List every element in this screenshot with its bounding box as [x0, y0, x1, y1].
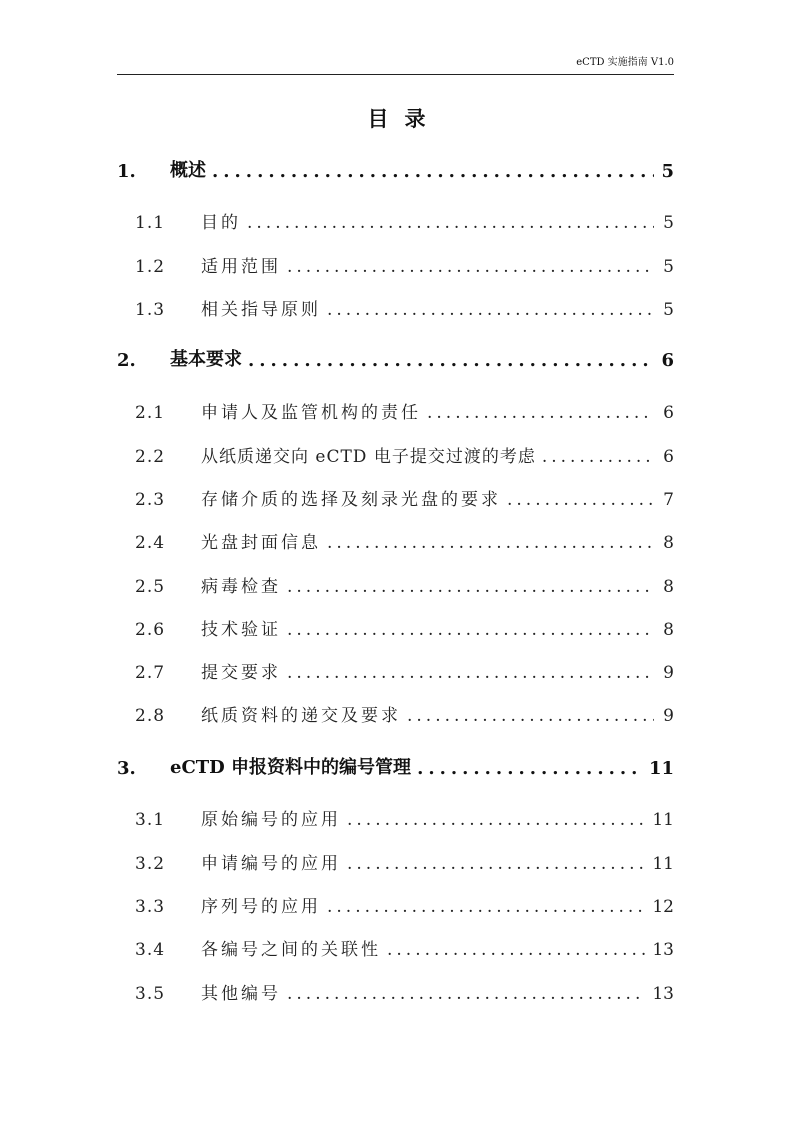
toc-label: 提交要求 [201, 663, 281, 683]
toc-page: 6 [661, 350, 674, 371]
toc-entry-2-1[interactable] [117, 395, 674, 423]
toc-page: 9 [663, 706, 674, 726]
toc-page: 6 [663, 447, 674, 467]
toc-leader [417, 758, 643, 779]
toc-leader [247, 213, 654, 233]
toc-leader [542, 447, 654, 467]
toc-number: 1.1 [135, 213, 166, 233]
toc-entry-2-6[interactable] [117, 612, 674, 640]
toc-number: 2.1 [135, 403, 166, 423]
toc-leader [287, 257, 654, 277]
toc-entry-3-5[interactable] [117, 976, 674, 1004]
toc-entry-2-5[interactable] [117, 569, 674, 597]
toc-number: 2. [117, 350, 136, 371]
toc-page: 11 [652, 810, 674, 830]
header-text: eCTD 实施指南 V1.0 [576, 57, 674, 68]
toc-number: 3.2 [135, 854, 166, 874]
toc-title: 目录 [367, 106, 442, 131]
toc-number: 1. [117, 161, 136, 182]
toc-entry-1[interactable] [117, 154, 674, 182]
running-header [117, 56, 674, 75]
toc-entry-2-7[interactable] [117, 655, 674, 683]
toc-leader [287, 620, 654, 640]
toc-entry-2[interactable] [117, 343, 674, 371]
toc-leader [287, 663, 654, 683]
toc-page: 8 [663, 620, 674, 640]
toc-number: 2.6 [135, 620, 166, 640]
toc-leader [387, 940, 646, 960]
toc-label: 光盘封面信息 [201, 533, 321, 553]
toc-label: 基本要求 [170, 349, 242, 370]
toc-page: 11 [652, 854, 674, 874]
toc-page: 9 [663, 663, 674, 683]
toc-label: 各编号之间的关联性 [201, 940, 381, 960]
toc-page: 12 [652, 897, 674, 917]
toc-page: 13 [652, 940, 674, 960]
toc-number: 3.5 [135, 984, 166, 1004]
toc-label: 病毒检查 [201, 577, 281, 597]
toc-entry-2-8[interactable] [117, 698, 674, 726]
toc-entry-1-3[interactable] [117, 292, 674, 320]
toc-number: 2.7 [135, 663, 166, 683]
toc-label: 存储介质的选择及刻录光盘的要求 [201, 490, 501, 510]
toc-number: 3. [117, 758, 136, 779]
toc-leader [327, 533, 654, 553]
toc-number: 2.4 [135, 533, 166, 553]
toc-entry-2-4[interactable] [117, 525, 674, 553]
toc-page: 5 [663, 257, 674, 277]
toc-leader [347, 810, 646, 830]
toc-page: 8 [663, 577, 674, 597]
toc-page: 8 [663, 533, 674, 553]
toc-leader [427, 403, 654, 423]
toc-number: 1.3 [135, 300, 166, 320]
toc-number: 2.8 [135, 706, 166, 726]
toc-entry-2-2[interactable] [117, 439, 674, 467]
toc-page: 5 [661, 161, 674, 182]
toc-leader [327, 300, 654, 320]
toc-entry-3-4[interactable] [117, 932, 674, 960]
toc-number: 3.1 [135, 810, 166, 830]
toc-page: 11 [648, 758, 674, 779]
toc-number: 3.4 [135, 940, 166, 960]
toc-leader [287, 984, 646, 1004]
toc-label: 概述 [170, 160, 206, 181]
toc-leader [327, 897, 646, 917]
toc-entry-3-2[interactable] [117, 846, 674, 874]
toc-label: 原始编号的应用 [201, 810, 341, 830]
toc-leader [248, 350, 654, 371]
toc-label: 申请编号的应用 [201, 854, 341, 874]
toc-label: 目的 [201, 213, 241, 233]
toc-page: 7 [663, 490, 674, 510]
toc-page: 13 [652, 984, 674, 1004]
toc-leader [212, 161, 654, 182]
toc-label: 纸质资料的递交及要求 [201, 706, 401, 726]
toc-page: 6 [663, 403, 674, 423]
toc-label: eCTD 申报资料中的编号管理 [170, 757, 412, 778]
toc-label: 适用范围 [201, 257, 281, 277]
toc-number: 1.2 [135, 257, 166, 277]
toc-leader [407, 706, 654, 726]
toc-label: 申请人及监管机构的责任 [201, 403, 421, 423]
toc-label: 从纸质递交向 eCTD 电子提交过渡的考虑 [201, 447, 536, 467]
toc-label: 序列号的应用 [201, 897, 321, 917]
toc-number: 2.2 [135, 447, 166, 467]
toc-number: 2.3 [135, 490, 166, 510]
toc-leader [347, 854, 646, 874]
toc-label: 技术验证 [201, 620, 281, 640]
toc-label: 其他编号 [201, 984, 281, 1004]
toc-entry-1-2[interactable] [117, 249, 674, 277]
toc-page: 5 [663, 213, 674, 233]
toc-label: 相关指导原则 [201, 300, 321, 320]
toc-entry-3-1[interactable] [117, 802, 674, 830]
toc-page: 5 [663, 300, 674, 320]
toc-number: 3.3 [135, 897, 166, 917]
toc-entry-3[interactable] [117, 751, 674, 779]
toc-entry-1-1[interactable] [117, 205, 674, 233]
toc-leader [507, 490, 654, 510]
toc-number: 2.5 [135, 577, 166, 597]
toc-leader [287, 577, 654, 597]
toc-entry-2-3[interactable] [117, 482, 674, 510]
toc-entry-3-3[interactable] [117, 889, 674, 917]
